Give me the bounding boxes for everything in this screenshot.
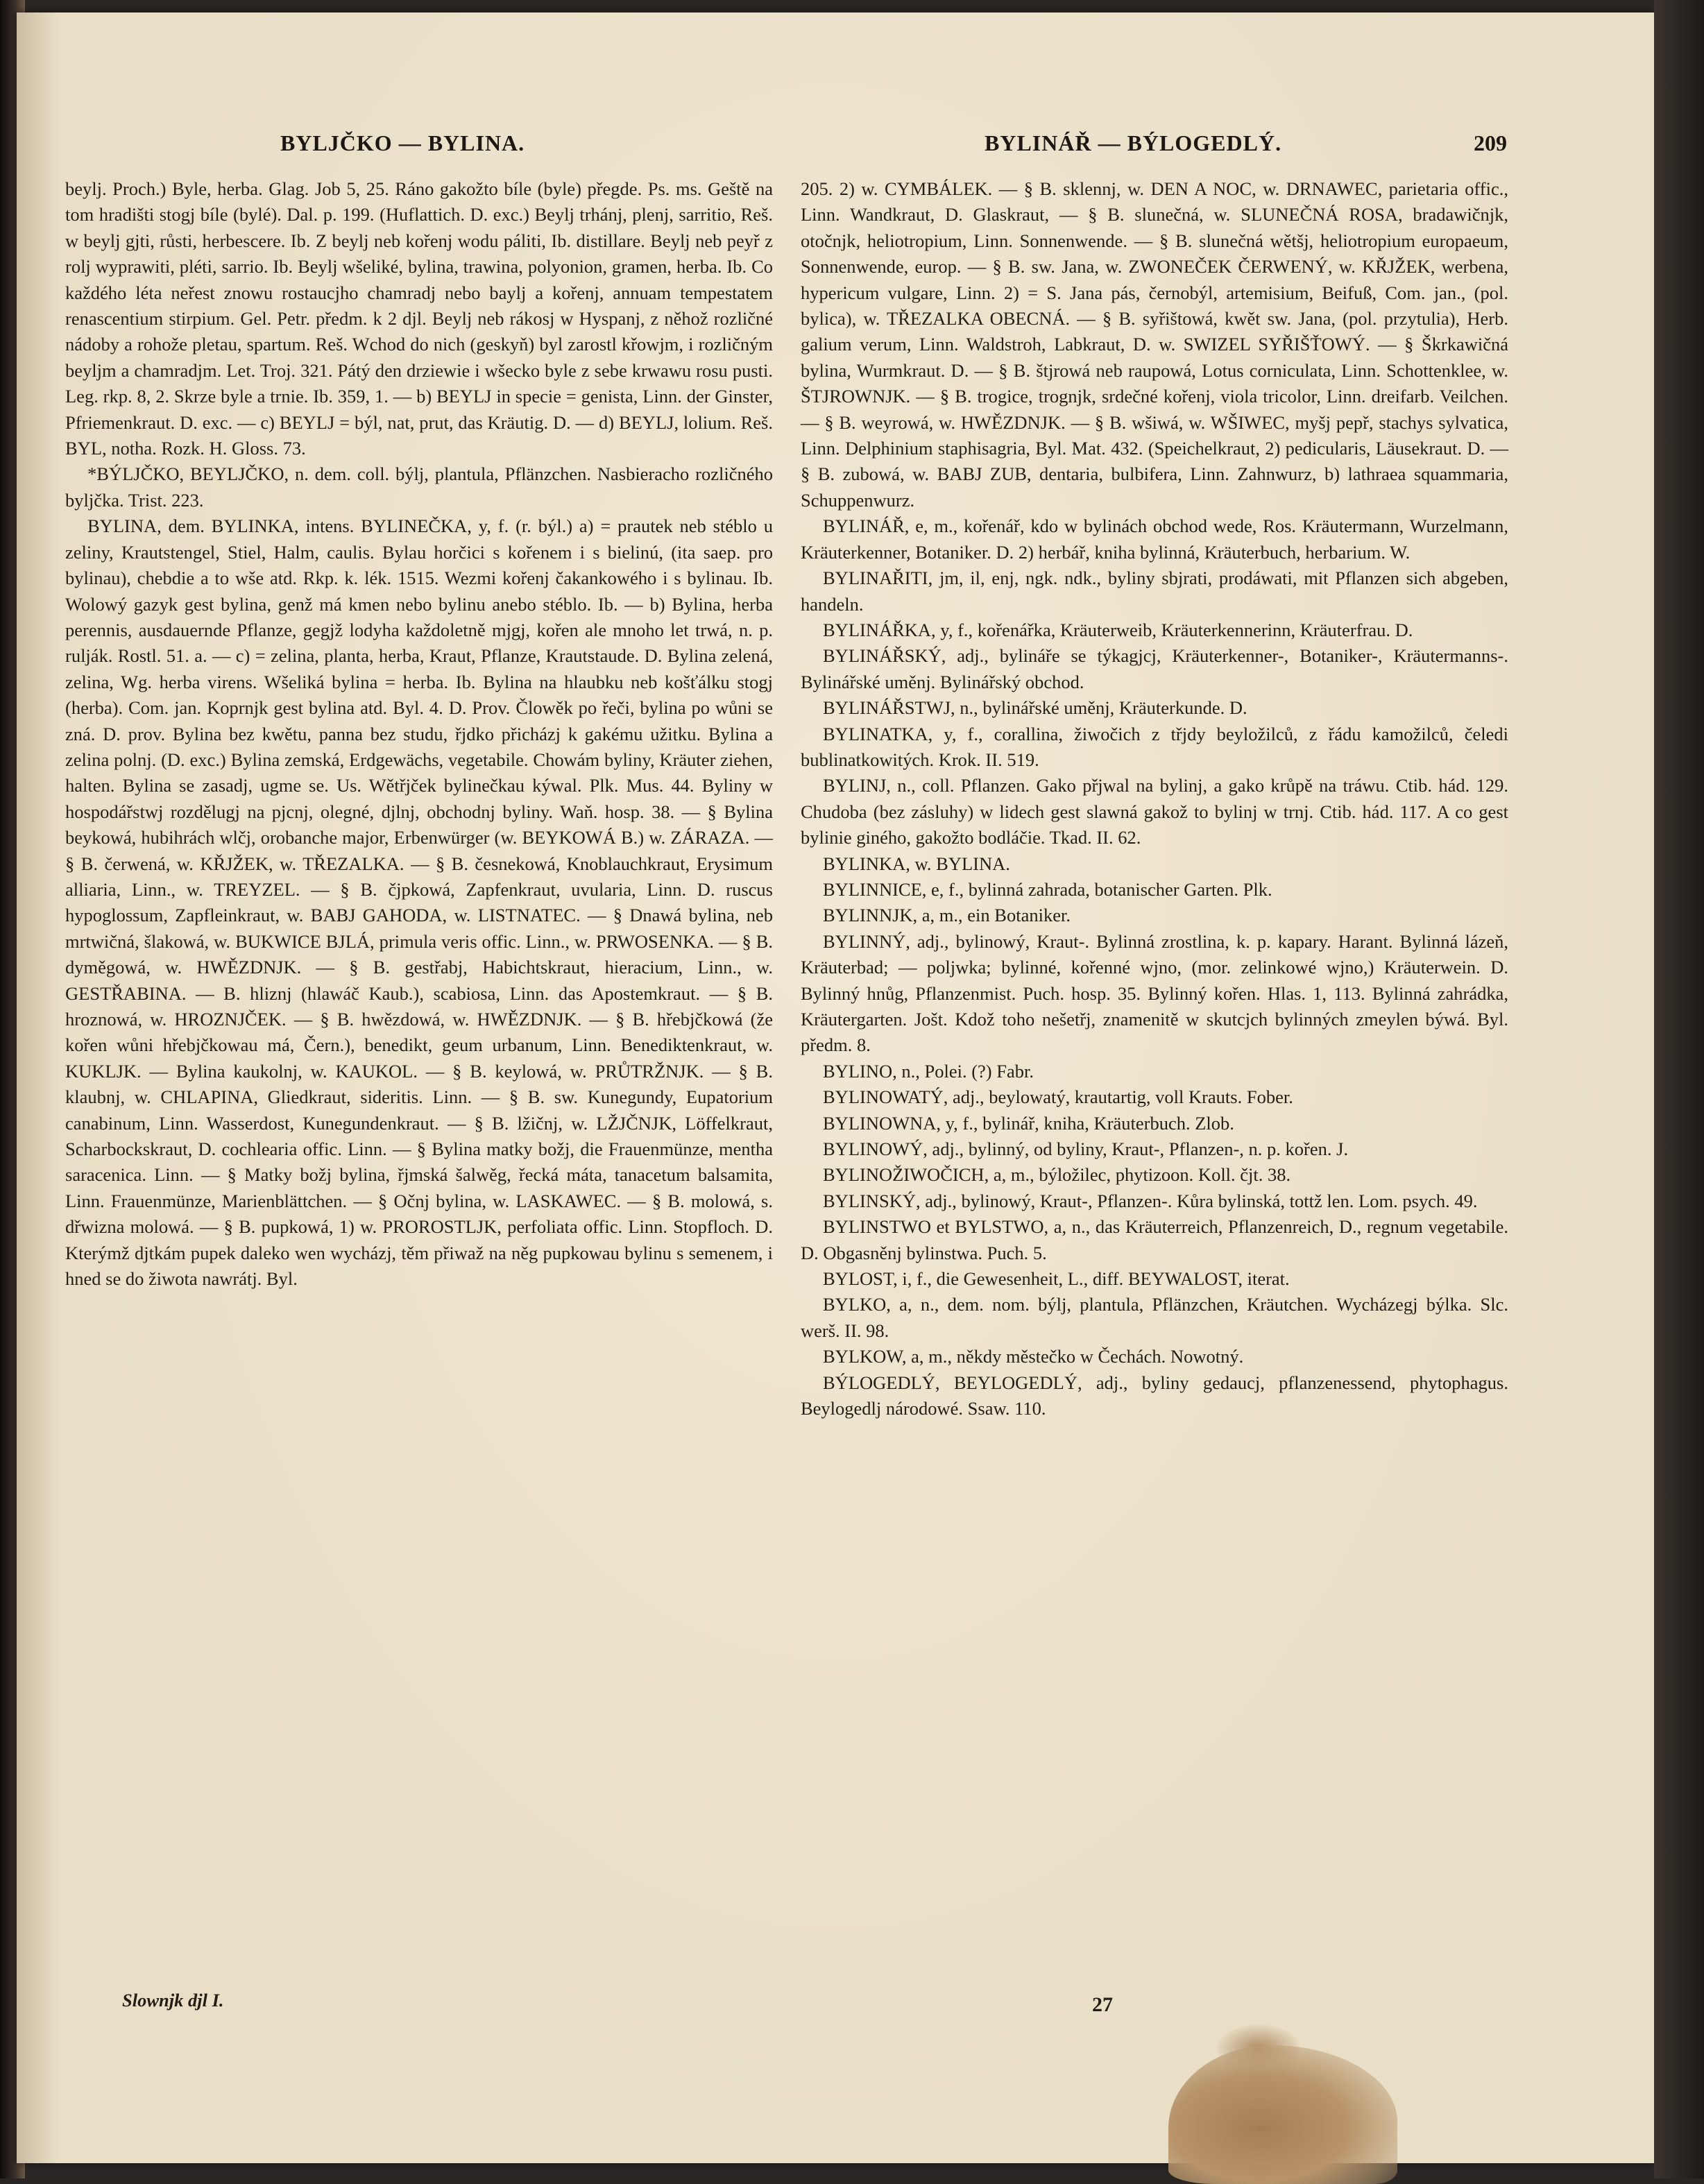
left-column [65,176,773,1292]
page-edge-shadow [1654,0,1704,2178]
entry-bylinarsky: BYLINÁŘSKÝ, adj., bylináře se týkagjcj, Kräuterkenner-, Botaniker-, Kräutermanns-. Bylinářské uměnj. Bylinářský obchod. [801,645,1508,692]
entry-bylinka: BYLINKA, w. BYLINA. [823,853,1010,874]
entry-bylinatka: BYLINATKA, y, f., corallina, žiwočich z třjdy beyložilců, z řádu kamožilců, čeledi bublinatkowitých. Krok. II. 519. [801,723,1508,770]
paper-stain [1168,2045,1397,2184]
entry-byljcko: *BÝLJČKO, BEYLJČKO, n. dem. coll. býlj, plantula, Pflänzchen. Nasbieracho rozličného byljčka. Trist. 223. [65,463,773,511]
entry-bylinny: BYLINNÝ, adj., bylinowý, Kraut-. Bylinná zrostlina, k. p. kapary. Harant. Bylinná lázeň, Kräuterbad; — poljwka; bylinné, kořenné wjno, (mor. zelinkowé wjno,) Kräuterwein. D. Bylinný hnůg, Pflanzenmist. Puch. hosp. 35. Bylinný kořen. Hlas. 1, 113. Bylinná zahrádka, Kräutergarten. Jošt. Kdož toho nešetřj, znamenitě w skutcjch bylinných zmeylen býwá. Byl. předm. 8. [801,930,1508,1056]
entry-bylinsky: BYLINSKÝ, adj., bylinowý, Kraut-, Pflanzen-. Kůra bylinská, tottž len. Lom. psych. 49. [823,1190,1478,1211]
entry-bylinarstwj: BYLINÁŘSTWJ, n., bylinářské uměnj, Kräuterkunde. D. [823,697,1247,719]
entry-bylinar: BYLINÁŘ, e, m., kořenář, kdo w bylinách obchod wede, Ros. Kräutermann, Wurzelmann, Kräuterkenner, Botaniker. D. 2) herbář, kniha bylinná, Kräuterbuch, herbarium. W. [801,515,1508,563]
entry-bylinnjk: BYLINNJK, a, m., ein Botaniker. [823,905,1071,926]
entry-bylinj: BYLINJ, n., coll. Pflanzen. Gako přjwal na bylinj, a gako krůpě na tráwu. Ctib. hád. 129. Chudoba (bez zásluhy) w lidech gest slawná gakož to bylinj w trnj. Ctib. hád. 117. A co gest bylinie giného, gakožto bodláčie. Tkad. II. 62. [801,775,1508,848]
entry-bylko: BYLKO, a, n., dem. nom. býlj, plantula, Pflänzchen, Kräutchen. Wycházegj býlka. Slc. werš. II. 98. [801,1294,1508,1341]
entry-bylogedly: BÝLOGEDLÝ, BEYLOGEDLÝ, adj., byliny gedaucj, pflanzenessend, phytophagus. Beylogedlj národowé. Ssaw. 110. [801,1372,1508,1419]
entry-bylost: BYLOST, i, f., die Gewesenheit, L., diff. BEYWALOST, iterat. [823,1268,1290,1290]
entry-bylinstwo: BYLINSTWO et BYLSTWO, a, n., das Kräuterreich, Pflanzenreich, D., regnum vegetabile. D. Obgasněnj bylinstwa. Puch. 5. [801,1216,1508,1263]
dictionary-page [17,12,1654,2163]
page-number: 209 [1474,130,1507,155]
running-head-right: BYLINÁŘ — BÝLOGEDLÝ. [985,130,1282,155]
right-column [801,176,1508,1422]
entry-bylinowaty: BYLINOWATÝ, adj., beylowatý, krautartig, voll Krauts. Fober. [823,1086,1293,1108]
sheet-signature-mark: 27 [1092,1993,1113,2016]
entry-bylina-continued: 205. 2) w. CYMBÁLEK. — § B. sklennj, w. DEN A NOC, w. DRNAWEC, parietaria offic., Linn. Wandkraut, D. Glaskraut, — § B. slunečná, w. SLUNEČNÁ ROSA, bradawičnjk, otočnjk, heliotropium, Linn. Sonnenwende. — § B. slunečná wětšj, heliotropium europaeum, Sonnenwende, europ. — § B. sw. Jana, w. ZWONEČEK ČERWENÝ, w. KŘJŽEK, werbena, hypericum vulgare, Linn. 2) = S. Jana pás, černobýl, artemisium, Beifuß, Com. jan., (pol. bylica), w. TŘEZALKA OBECNÁ. — § B. syřištowá, kwět sw. Jana, (pol. przytulia), Herb. galium verum, Linn. Waldstroh, Labkraut, D. w. SWIZEL SYŘIŠŤOWÝ. — § Škrkawičná bylina, Wurmkraut. D. — § B. štjrowá neb raupowá, Lotus corniculata, Linn. Schottenklee, w. ŠTJROWNJK. — § B. trogice, trognjk, srdečné kořenj, viola tricolor, Linn. dreifarb. Veilchen. — § B. weyrowá, w. HWĚZDNJK. — § B. wšiwá, w. WŠIWEC, myšj pepř, stachys sylvatica, Linn. Delphinium staphisagria, Byl. Mat. 432. (Speichelkraut, 2) pedicularis, Läusekraut. D. — § B. zubowá, w. BABJ ZUB, dentaria, bulbifera, Linn. Zahnwurz, b) lathraea squammaria, Schuppenwurz. [801,178,1508,511]
entry-bylina: BYLINA, dem. BYLINKA, intens. BYLINEČKA, y, f. (r. býl.) a) = prautek neb stéblo u zeliny, Krautstengel, Stiel, Halm, caulis. Bylau horčici s kořenem i s bielinú, (ita saep. pro bylinau), chebdie a to wše atd. Rkp. k. lék. 1515. Wezmi kořenj čakankowého i s bylinau. Ib. Wolowý gazyk gest bylina, genž má kmen nebo bylinu anebo stéblo. Ib. — b) Bylina, herba perennis, ausdauernde Pflanze, gegjž lodyha každoletně mjgj, kořen ale mnoho let trwá, n. p. rulják. Rostl. 51. a. — c) = zelina, planta, herba, Kraut, Pflanze, Krautstaude. D. Bylina zelená, zelina, Wg. herba virens. Wšeliká bylina = herba. Ib. Bylina na hlaubku neb košťálku stogj (herba). Com. jan. Koprnjk gest bylina atd. Byl. 4. D. Prov. Člowěk po řeči, bylina po wůni se zná. D. prov. Bylina bez kwětu, panna bez studu, řjdko přicházj k gakému užitku. Bylina a zelina polnj. (D. exc.) Bylina zemská, Erdgewächs, vegetabile. Chowám byliny, Kräuter ziehen, halten. Bylina se zasadj, ugme se. Us. Wětřjček bylinečkau kýwal. Plk. Mus. 44. Byliny w hospodářstwj rozdělugj na pjcnj, olegné, djlnj, obchodnj byliny. Waň. hosp. 38. — § Bylina beykowá, hubihrách wlčj, orobanche major, Erbenwürger (w. BEYKOWÁ B.) w. ZÁRAZA. — § B. čerwená, w. KŘJŽEK, w. TŘEZALKA. — § B. česnekowá, Knoblauchkraut, Erysimum alliaria, Linn., w. TREYZEL. — § B. čjpkowá, Zapfenkraut, uvularia, Linn. D. ruscus hypoglossum, Zapfleinkraut, w. BABJ GAHODA, w. LISTNATEC. — § Dnawá bylina, neb mrtwičná, šlakowá, w. BUKWICE BJLÁ, primula veris offic. Linn., w. PRWOSENKA. — § B. dyměgowá, w. HWĚZDNJK. — § B. gestřabj, Habichtskraut, hieracium, Linn., w. GESTŘABINA. — B. hliznj (hlawáč Kaub.), scabiosa, Linn. das Apostemkraut. — § B. hroznowá, w. HROZNJČEK. — § B. hwězdowá, w. HWĚZDNJK. — § B. hřebjčkowá (že kořen wůni hřebjčkowau má, Čern.), benedikt, geum urbanum, Linn. Benediktenkraut, w. KUKLJK. — Bylina kaukolnj, w. KAUKOL. — § B. keylowá, w. PRŮTRŽNJK. — § B. klaubnj, w. CHLAPINA, Gliedkraut, sideritis. Linn. — § B. sw. Kunegundy, Eupatorium canabinum, Linn. Wasserdost, Kunegundenkraut. — § B. lžičnj, w. LŽJČNJK, Löffelkraut, Scharbockskraut, D. cochlearia offic. Linn. — § Bylina matky božj, die Frauenmünze, mentha saracenica. Linn. — § Matky božj bylina, řjmská šalwěg, řecká máta, tanacetum balsamita, Linn. Frauenmünze, Marienblättchen. — § Očnj bylina, w. LASKAWEC. — § B. molowá, s. dřwizna molowá. — § B. pupkowá, 1) w. PROROSTLJK, perfoliata offic. Linn. Stopfloch. D. Kterýmž djtkám pupek daleko wen wycházj, těm přiwaž na něg pupkowau bylinu s semenem, i hned se do žiwota nawrátj. Byl. [65,515,773,1290]
entry-bylinoziwocich: BYLINOŽIWOČICH, a, m., býložilec, phytizoon. Koll. čjt. 38. [823,1164,1291,1186]
entry-bylkow: BYLKOW, a, m., někdy městečko w Čechách. Nowotný. [823,1346,1244,1367]
entry-bylinariti: BYLINAŘITI, jm, il, enj, ngk. ndk., byliny sbjrati, prodáwati, mit Pflanzen sich abgeben, handeln. [801,568,1508,615]
running-head-left: BYLJČKO — BYLINA. [280,130,525,155]
entry-bylinowna: BYLINOWNA, y, f., bylinář, kniha, Kräuterbuch. Zlob. [823,1112,1234,1134]
entry-bylinarka: BYLINÁŘKA, y, f., kořenářka, Kräuterweib, Kräuterkennerinn, Kräuterfrau. D. [823,619,1413,640]
entry-bylino: BYLINO, n., Polei. (?) Fabr. [823,1060,1034,1082]
entry-beylj-continued: beylj. Proch.) Byle, herba. Glag. Job 5, 25. Ráno gakožto bíle (byle) přegde. Ps. ms. Geště na tom hradišti stogj bíle (bylé). Dal. p. 199. (Huflattich. D. exc.) Beylj trhánj, plenj, sarritio, Reš. w beylj gjti, růsti, herbescere. Ib. Z beylj neb kořenj wodu páliti, Ib. distillare. Beylj neb peyř z rolj wyprawiti, pléti, sarrio. Ib. Beylj wšeliké, bylina, trawina, polyonion, gramen, herba. Ib. Co každého léta neřest znowu rostaucjho chamradj nebo baylj a kořenj, annuam tempestatem renascentium stirpium. Gel. Petr. předm. k 2 djl. Beylj neb rákosj w Hyspanj, z něhož rozličné nádoby a rohože pletau, spartum. Reš. Wchod do nich (geskyň) byl zarostl křowjm, i rozličným beyljm a chamradjm. Let. Troj. 321. Pátý den drziewie i wšecko byle z sebe krwawu rosu pusti. Leg. rkp. 8, 2. Skrze byle a trnie. Ib. 359, 1. — b) BEYLJ in specie = genista, Linn. der Ginster, Pfriemenkraut. D. exc. — c) BEYLJ = býl, nat, prut, das Kräutig. D. — d) BEYLJ, lolium. Reš. BYL, notha. Rozk. H. Gloss. 73. [65,178,773,459]
signature-line: Slownjk djl I. [122,1990,224,2011]
entry-bylinowy: BYLINOWÝ, adj., bylinný, od byliny, Kraut-, Pflanzen-, n. p. kořen. J. [823,1138,1349,1160]
entry-bylinnice: BYLINNICE, e, f., bylinná zahrada, botanischer Garten. Plk. [823,878,1272,900]
